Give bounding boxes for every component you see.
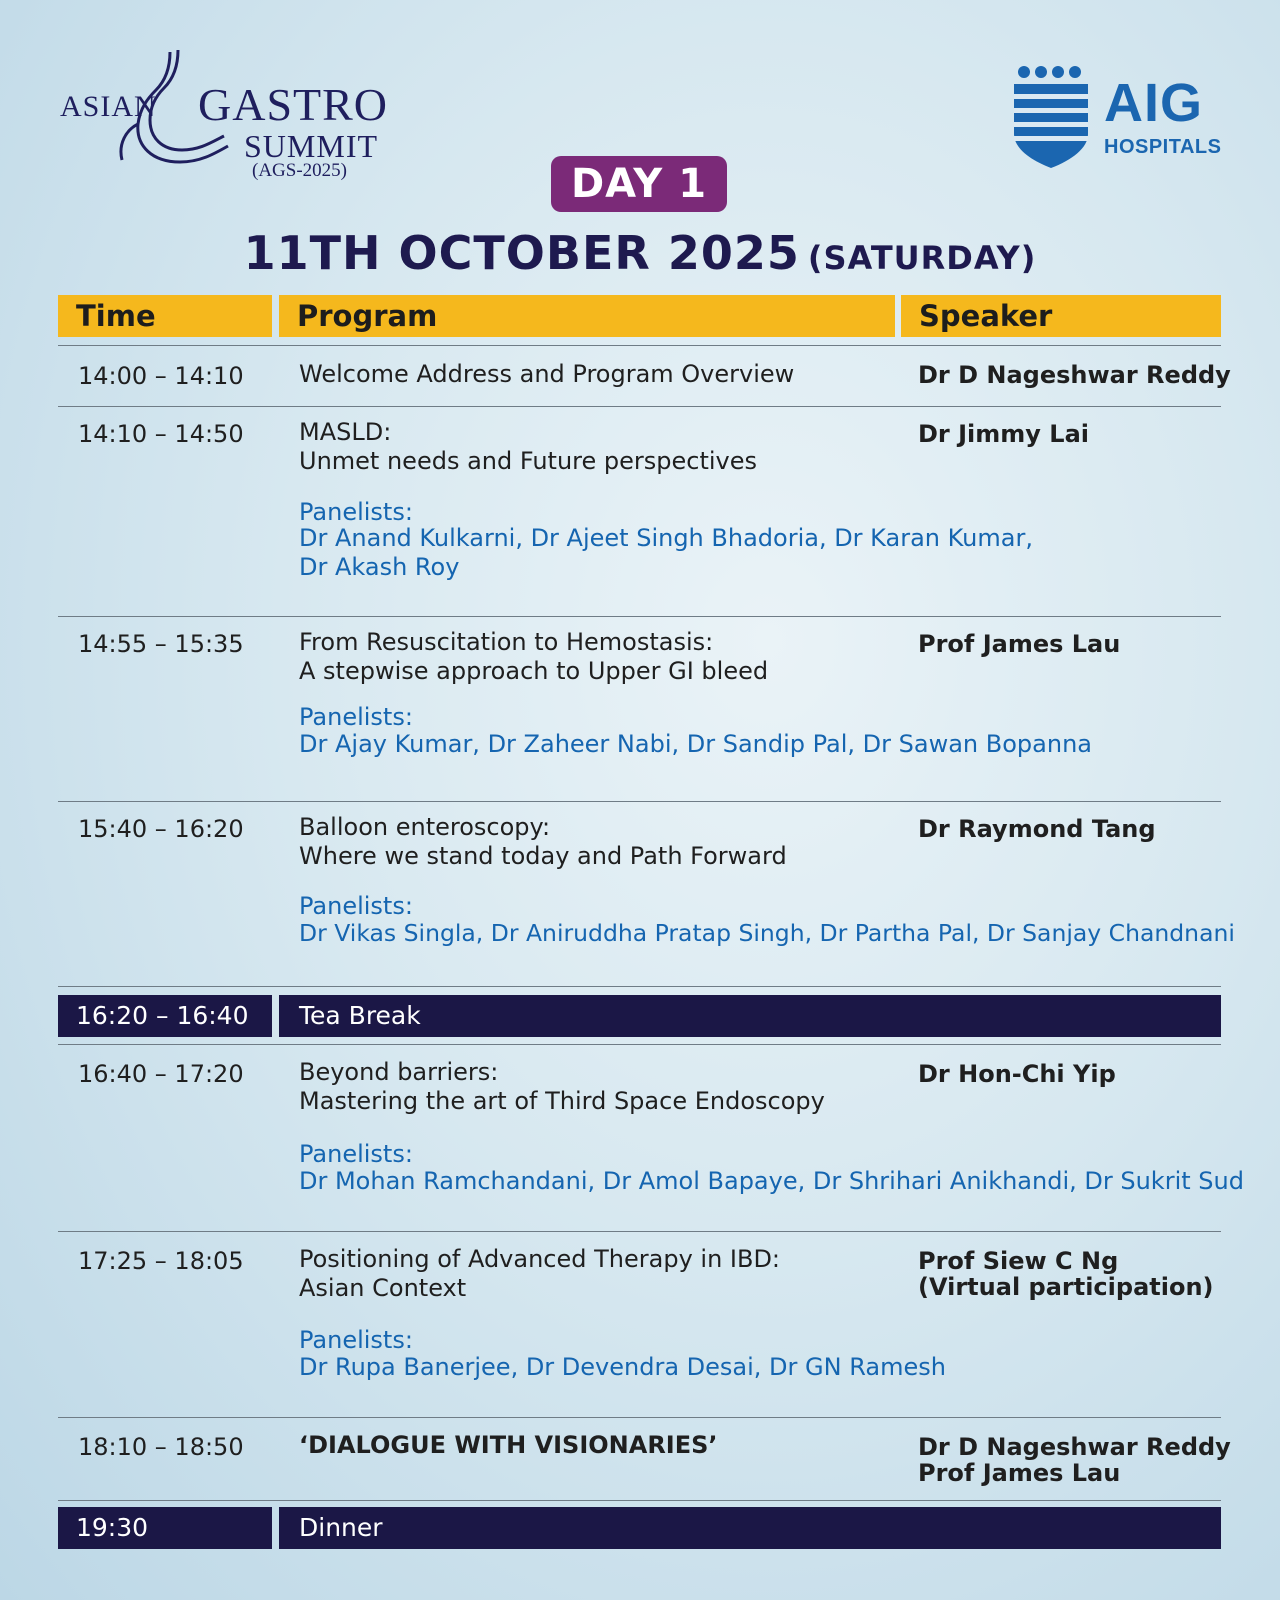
panelists-label: Panelists:	[299, 703, 413, 731]
session-program-line: MASLD:	[299, 418, 392, 446]
asian-gastro-summit-logo	[58, 48, 398, 188]
dinner-label: Dinner	[279, 1507, 1221, 1549]
session-time: 15:40 – 16:20	[78, 815, 244, 843]
session-speaker: Dr Jimmy Lai	[918, 420, 1089, 448]
row-divider	[58, 986, 1221, 987]
session-time: 14:55 – 15:35	[78, 630, 244, 658]
event-date	[0, 226, 1280, 280]
panelists-line: Dr Anand Kulkarni, Dr Ajeet Singh Bhadoria, Dr Karan Kumar,	[299, 524, 1033, 552]
date-main: 11TH OCTOBER 2025	[243, 226, 800, 280]
day-badge: DAY 1	[551, 156, 727, 212]
panelists-line: Dr Akash Roy	[299, 553, 460, 581]
row-divider	[58, 1500, 1221, 1501]
session-program-line: Unmet needs and Future perspectives	[299, 447, 758, 475]
session-program-line: Where we stand today and Path Forward	[299, 842, 787, 870]
row-divider	[58, 1417, 1221, 1418]
session-program-line: Balloon enteroscopy:	[299, 813, 551, 841]
panelists-label: Panelists:	[299, 1326, 413, 1354]
panelists-line: Dr Vikas Singla, Dr Aniruddha Pratap Singh, Dr Partha Pal, Dr Sanjay Chandnani	[299, 919, 1235, 947]
logo-year: (AGS-2025)	[252, 160, 347, 181]
session-speaker-line: Prof James Lau	[918, 1459, 1121, 1487]
session-speaker: Dr Raymond Tang	[918, 815, 1156, 843]
aig-shield-icon	[1012, 64, 1092, 168]
logo-word-summit: SUMMIT	[244, 128, 379, 164]
session-program-line: A stepwise approach to Upper GI bleed	[299, 657, 769, 685]
session-time: 14:00 – 14:10	[78, 362, 244, 390]
row-divider	[58, 1231, 1221, 1232]
session-speaker-line: Prof Siew C Ng	[918, 1247, 1119, 1275]
row-divider	[58, 1044, 1221, 1045]
session-program-line: Asian Context	[299, 1274, 467, 1302]
row-divider	[58, 616, 1221, 617]
panelists-line: Dr Rupa Banerjee, Dr Devendra Desai, Dr GN Ramesh	[299, 1353, 946, 1381]
session-program-line: From Resuscitation to Hemostasis:	[299, 628, 714, 656]
dinner-time: 19:30	[58, 1507, 272, 1549]
session-program: ‘DIALOGUE WITH VISIONARIES’	[299, 1431, 718, 1459]
header-time: Time	[58, 295, 272, 337]
session-program-line: Mastering the art of Third Space Endoscopy	[299, 1087, 825, 1115]
session-time: 14:10 – 14:50	[78, 420, 244, 448]
date-weekday: (SATURDAY)	[807, 239, 1037, 277]
panelists-label: Panelists:	[299, 892, 413, 920]
header-program: Program	[279, 295, 895, 337]
row-divider	[58, 801, 1221, 802]
aig-subtitle: HOSPITALS	[1104, 136, 1222, 158]
panelists-label: Panelists:	[299, 498, 413, 526]
session-speaker: Dr Hon-Chi Yip	[918, 1060, 1116, 1088]
tea-break-label: Tea Break	[279, 995, 1221, 1037]
session-program: Welcome Address and Program Overview	[299, 360, 795, 388]
session-time: 16:40 – 17:20	[78, 1060, 244, 1088]
session-speaker: Prof James Lau	[918, 630, 1121, 658]
panelists-line: Dr Mohan Ramchandani, Dr Amol Bapaye, Dr Shrihari Anikhandi, Dr Sukrit Sud	[299, 1167, 1244, 1195]
tea-break-time: 16:20 – 16:40	[58, 995, 272, 1037]
session-time: 17:25 – 18:05	[78, 1247, 244, 1275]
session-speaker-line: (Virtual participation)	[918, 1273, 1214, 1301]
row-divider	[58, 345, 1221, 346]
session-speaker: Dr D Nageshwar Reddy	[918, 361, 1231, 389]
logo-word-asian: ASIAN	[60, 90, 157, 123]
row-divider	[58, 406, 1221, 407]
session-program-line: Positioning of Advanced Therapy in IBD:	[299, 1245, 781, 1273]
logo-word-gastro: GASTRO	[198, 79, 389, 130]
panelists-label: Panelists:	[299, 1140, 413, 1168]
aig-hospitals-logo	[1012, 64, 1232, 174]
session-time: 18:10 – 18:50	[78, 1433, 244, 1461]
aig-wordmark: AIG	[1104, 73, 1204, 133]
panelists-line: Dr Ajay Kumar, Dr Zaheer Nabi, Dr Sandip Pal, Dr Sawan Bopanna	[299, 730, 1092, 758]
header-speaker: Speaker	[901, 295, 1221, 337]
session-program-line: Beyond barriers:	[299, 1058, 499, 1086]
session-speaker-line: Dr D Nageshwar Reddy	[918, 1433, 1231, 1461]
